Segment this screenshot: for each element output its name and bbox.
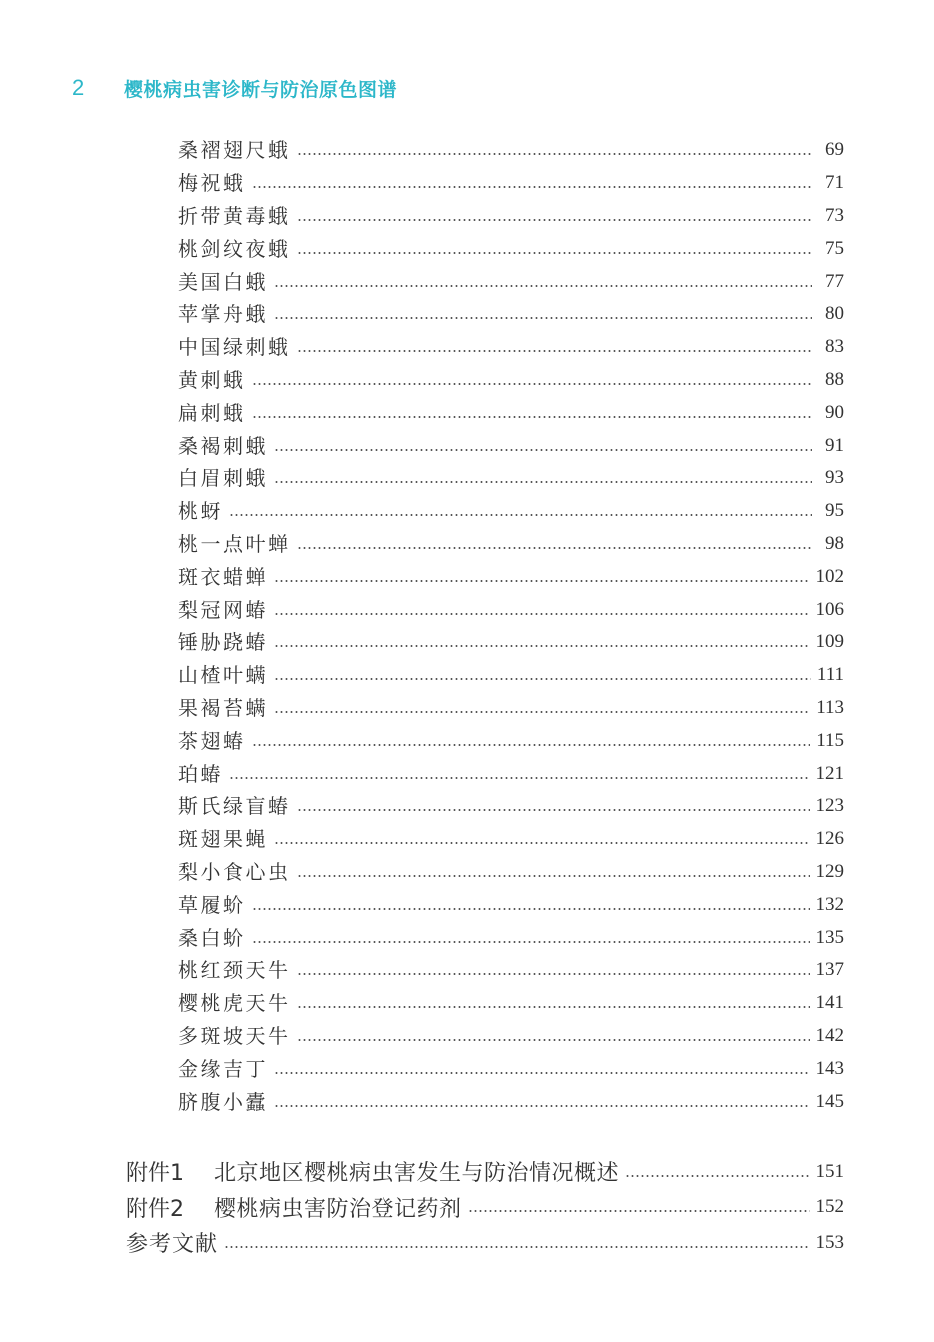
toc-entry-page: 132 — [815, 893, 844, 915]
toc-entry-title: 美国白蛾 — [178, 269, 268, 294]
toc-entry[interactable] — [178, 856, 844, 889]
toc-entry-title: 斯氏绿盲蝽 — [178, 794, 291, 819]
toc-entry-page: 73 — [825, 204, 844, 226]
toc-entry[interactable] — [178, 1052, 844, 1085]
toc-entry-page: 69 — [825, 139, 844, 161]
toc-entry-title: 黄刺蛾 — [178, 367, 246, 392]
toc-entry-page: 111 — [816, 664, 844, 686]
toc-entry[interactable] — [178, 888, 844, 921]
dot-leader — [274, 613, 810, 615]
appendix-title: 樱桃病虫害防治登记药剂 — [214, 1196, 462, 1222]
toc-entry-title: 桑褐刺蛾 — [178, 433, 268, 458]
toc-entry-page: 141 — [815, 992, 844, 1014]
dot-leader — [252, 186, 813, 188]
toc-entry-page: 109 — [815, 631, 844, 653]
toc-entry[interactable] — [178, 790, 844, 823]
toc-entry-page: 137 — [815, 959, 844, 981]
dot-leader — [274, 678, 811, 680]
toc-entry[interactable] — [178, 364, 844, 397]
toc-entry-title: 梨冠网蝽 — [178, 597, 268, 622]
toc-entry-title: 珀蝽 — [178, 761, 223, 786]
dot-leader — [274, 481, 812, 483]
toc-entry-title: 山楂叶螨 — [178, 663, 268, 688]
toc-entry[interactable] — [178, 167, 844, 200]
appendix-entry[interactable] — [126, 1190, 844, 1226]
dot-leader — [297, 219, 813, 221]
toc-entry-page: 115 — [816, 729, 844, 751]
toc-entry[interactable] — [178, 724, 844, 757]
dot-leader — [274, 842, 810, 844]
dot-leader — [274, 645, 810, 647]
dot-leader — [274, 1105, 810, 1107]
toc-entry[interactable] — [178, 232, 844, 265]
dot-leader — [229, 514, 812, 516]
toc-entry[interactable] — [178, 659, 844, 692]
toc-entry[interactable] — [178, 921, 844, 954]
toc-entry-page: 129 — [815, 860, 844, 882]
toc-entry-title: 草履蚧 — [178, 892, 246, 917]
appendix-page: 152 — [815, 1196, 844, 1218]
book-title: 樱桃病虫害诊断与防治原色图谱 — [124, 78, 398, 101]
dot-leader — [252, 908, 810, 910]
dot-leader — [297, 1006, 810, 1008]
dot-leader — [297, 973, 810, 975]
appendix-title: 北京地区樱桃病虫害发生与防治情况概述 — [214, 1161, 620, 1187]
toc-entry-page: 126 — [815, 828, 844, 850]
dot-leader — [229, 777, 810, 779]
running-header — [72, 74, 397, 102]
toc-entry[interactable] — [178, 1020, 844, 1053]
toc-entry-title: 果褐苔螨 — [178, 695, 268, 720]
toc-entry-page: 88 — [825, 368, 844, 390]
toc-entry[interactable] — [178, 495, 844, 528]
dot-leader — [252, 383, 813, 385]
toc-entry-title: 桑白蚧 — [178, 925, 246, 950]
dot-leader — [297, 252, 813, 254]
toc-entry-page: 102 — [815, 565, 844, 587]
toc-entry[interactable] — [178, 593, 844, 626]
appendix-label: 附件1 — [126, 1161, 184, 1187]
toc-entry[interactable] — [178, 298, 844, 331]
toc-entry-page: 113 — [816, 696, 844, 718]
toc-entry[interactable] — [178, 462, 844, 495]
toc-entry[interactable] — [178, 823, 844, 856]
toc-entry[interactable] — [178, 396, 844, 429]
dot-leader — [274, 317, 812, 319]
dot-leader — [274, 580, 810, 582]
appendix-list — [126, 1154, 844, 1261]
toc-entry-title: 茶翅蝽 — [178, 728, 246, 753]
toc-entry-title: 斑衣蜡蝉 — [178, 564, 268, 589]
toc-entry[interactable] — [178, 331, 844, 364]
toc-entry-title: 苹掌舟蛾 — [178, 302, 268, 327]
toc-entry-title: 锤胁跷蝽 — [178, 630, 268, 655]
dot-leader — [625, 1175, 809, 1177]
dot-leader — [468, 1210, 810, 1212]
table-of-contents — [178, 134, 844, 1118]
toc-entry[interactable] — [178, 134, 844, 167]
toc-entry[interactable] — [178, 528, 844, 561]
dot-leader — [297, 547, 813, 549]
toc-entry[interactable] — [178, 200, 844, 233]
toc-entry-page: 83 — [825, 336, 844, 358]
toc-entry-title: 中国绿刺蛾 — [178, 335, 291, 360]
page-number: 2 — [72, 75, 85, 100]
toc-entry-page: 91 — [825, 434, 844, 456]
toc-entry-title: 桃一点叶蝉 — [178, 531, 291, 556]
toc-entry[interactable] — [178, 987, 844, 1020]
toc-entry-title: 梨小食心虫 — [178, 859, 291, 884]
references-entry[interactable] — [126, 1225, 844, 1261]
dot-leader — [297, 875, 810, 877]
toc-entry-title: 桃剑纹夜蛾 — [178, 236, 291, 261]
toc-entry-title: 脐腹小蠹 — [178, 1089, 268, 1114]
toc-entry-page: 143 — [815, 1057, 844, 1079]
toc-entry-page: 95 — [825, 500, 844, 522]
toc-entry[interactable] — [178, 1085, 844, 1118]
toc-entry-title: 桑褶翅尺蛾 — [178, 138, 291, 163]
dot-leader — [297, 350, 813, 352]
toc-entry-page: 135 — [815, 926, 844, 948]
toc-entry-page: 93 — [825, 467, 844, 489]
toc-entry-title: 折带黄毒蛾 — [178, 203, 291, 228]
dot-leader — [274, 1072, 810, 1074]
toc-entry-page: 142 — [815, 1024, 844, 1046]
toc-entry-page: 90 — [825, 401, 844, 423]
dot-leader — [252, 416, 813, 418]
toc-entry-page: 106 — [815, 598, 844, 620]
toc-entry[interactable] — [178, 265, 844, 298]
dot-leader — [274, 711, 810, 713]
toc-entry[interactable] — [178, 692, 844, 725]
dot-leader — [297, 809, 810, 811]
appendix-entry[interactable] — [126, 1154, 844, 1190]
toc-entry-page: 71 — [825, 172, 844, 194]
toc-entry-page: 121 — [815, 762, 844, 784]
toc-entry-title: 樱桃虎天牛 — [178, 991, 291, 1016]
toc-entry-title: 多斑坡天牛 — [178, 1023, 291, 1048]
toc-entry-page: 145 — [815, 1090, 844, 1112]
toc-entry-title: 扁刺蛾 — [178, 400, 246, 425]
toc-entry-title: 白眉刺蛾 — [178, 466, 268, 491]
toc-entry-page: 75 — [825, 237, 844, 259]
dot-leader — [297, 153, 813, 155]
appendix-label: 附件2 — [126, 1196, 184, 1222]
dot-leader — [252, 744, 811, 746]
dot-leader — [297, 1039, 810, 1041]
appendix-page: 153 — [815, 1231, 844, 1253]
toc-entry[interactable] — [178, 626, 844, 659]
toc-entry-page: 77 — [825, 270, 844, 292]
dot-leader — [224, 1246, 809, 1248]
toc-entry-page: 98 — [825, 532, 844, 554]
toc-entry-title: 梅祝蛾 — [178, 171, 246, 196]
toc-entry-title: 桃蚜 — [178, 499, 223, 524]
toc-entry-page: 80 — [825, 303, 844, 325]
dot-leader — [274, 449, 812, 451]
toc-entry[interactable] — [178, 954, 844, 987]
toc-entry-title: 金缘吉丁 — [178, 1056, 268, 1081]
toc-entry-title: 桃红颈天牛 — [178, 958, 291, 983]
dot-leader — [274, 285, 812, 287]
toc-entry-title: 斑翅果蝇 — [178, 827, 268, 852]
appendix-title: 参考文献 — [126, 1232, 219, 1258]
toc-entry[interactable] — [178, 757, 844, 790]
dot-leader — [252, 941, 810, 943]
toc-entry-page: 123 — [815, 795, 844, 817]
toc-entry[interactable] — [178, 429, 844, 462]
toc-entry[interactable] — [178, 560, 844, 593]
appendix-page: 151 — [815, 1160, 844, 1182]
